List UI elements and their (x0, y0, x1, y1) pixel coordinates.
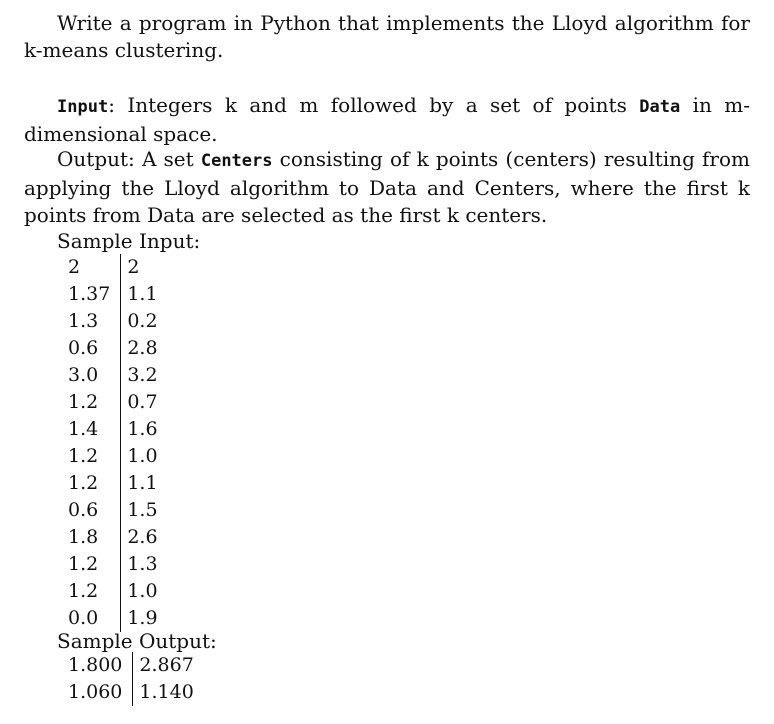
table-row (62, 679, 200, 706)
table-cell: 2.867 (139, 654, 194, 676)
table-cell: 1.060 (62, 679, 133, 706)
table-row (62, 578, 164, 605)
table-cell: 1.2 (62, 389, 121, 416)
table-cell: 1.0 (127, 580, 158, 602)
table-cell: 2 (62, 254, 121, 281)
table-cell: 1.2 (62, 470, 121, 497)
table-row (62, 443, 164, 470)
input-label: Input (57, 97, 109, 117)
table-cell: 3.0 (62, 362, 121, 389)
input-code-data: Data (639, 97, 681, 117)
table-cell: 1.9 (127, 607, 158, 629)
table-cell: 1.800 (62, 652, 133, 679)
sample-input-label: Sample Input: (57, 229, 201, 253)
table-cell: 1.8 (62, 524, 121, 551)
table-cell: 1.6 (127, 418, 158, 440)
table-row (62, 652, 200, 679)
table-cell: 1.3 (127, 553, 158, 575)
table-cell: 0.0 (62, 605, 121, 632)
table-row (62, 389, 164, 416)
table-cell: 2.6 (127, 526, 158, 548)
table-row (62, 470, 164, 497)
table-cell: 1.1 (127, 472, 158, 494)
table-cell: 1.140 (139, 681, 194, 703)
table-row (62, 551, 164, 578)
table-cell: 2 (127, 256, 140, 278)
table-cell: 1.0 (127, 445, 158, 467)
statement-text: Write a program in Python that implements the Lloyd algorithm for k-means clustering. (24, 11, 750, 62)
output-code-centers: Centers (200, 151, 273, 171)
table-row (62, 497, 164, 524)
input-text-2: in m-dimensional space. (24, 93, 750, 146)
problem-statement (24, 10, 750, 64)
table-cell: 1.5 (127, 499, 158, 521)
table-cell: 1.1 (127, 283, 158, 305)
sample-input-table (62, 254, 164, 632)
table-row (62, 524, 164, 551)
table-cell: 3.2 (127, 364, 158, 386)
table-cell: 0.7 (127, 391, 158, 413)
table-row (62, 416, 164, 443)
table-row (62, 308, 164, 335)
input-text-1: : Integers k and m followed by a set of points (108, 93, 640, 117)
sample-output-table (62, 652, 200, 706)
table-cell: 1.2 (62, 551, 121, 578)
sample-output-label: Sample Output: (57, 629, 217, 653)
table-cell: 2.8 (127, 337, 158, 359)
table-cell: 1.4 (62, 416, 121, 443)
table-cell: 0.2 (127, 310, 158, 332)
output-text-2: consisting of k points (centers) resulting from applying the Lloyd algorithm to Data and Centers, where the first k points from Data are selected as the first k centers. (24, 147, 750, 227)
table-cell: 1.37 (62, 281, 121, 308)
input-description (24, 92, 750, 148)
table-cell: 1.2 (62, 578, 121, 605)
table-row (62, 362, 164, 389)
output-label: Output: (57, 147, 135, 171)
table-cell: 1.2 (62, 443, 121, 470)
table-cell: 0.6 (62, 335, 121, 362)
output-description (24, 146, 750, 229)
table-row (62, 281, 164, 308)
output-text-1: A set (134, 147, 201, 171)
table-cell: 1.3 (62, 308, 121, 335)
table-row (62, 335, 164, 362)
table-row (62, 254, 164, 281)
table-cell: 0.6 (62, 497, 121, 524)
